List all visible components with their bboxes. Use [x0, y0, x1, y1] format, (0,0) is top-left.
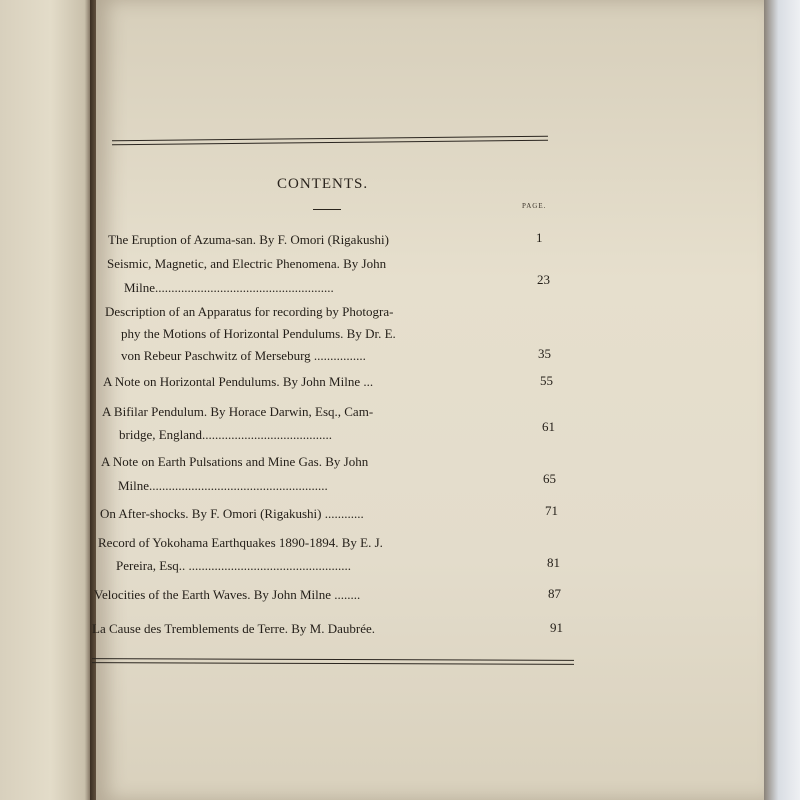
entry-10-page: 91	[550, 620, 563, 635]
entry-9-line-1: Velocities of the Earth Waves. By John Milne ........	[94, 587, 361, 602]
entry-2-line-1: Seismic, Magnetic, and Electric Phenomena. By John	[107, 256, 387, 271]
entry-9-page: 87	[548, 586, 561, 601]
left-page	[0, 0, 92, 800]
entry-5-line-1: A Bifilar Pendulum. By Horace Darwin, Esq., Cam-	[102, 404, 374, 419]
entry-5-page: 61	[542, 419, 555, 434]
entry-1-page: 1	[536, 230, 543, 245]
entry-6-page: 65	[543, 471, 556, 486]
entry-6-line-2: Milne.......................................................	[118, 478, 328, 493]
entry-7-page: 71	[545, 503, 558, 518]
entry-1-line-1: The Eruption of Azuma-san. By F. Omori (Rigakushi)	[108, 232, 389, 247]
entry-6-line-1: A Note on Earth Pulsations and Mine Gas. By John	[101, 454, 369, 469]
entry-4-line-1: A Note on Horizontal Pendulums. By John Milne ...	[103, 374, 374, 389]
entry-4-page: 55	[540, 373, 553, 388]
book-page	[96, 0, 764, 800]
page-column-header: PAGE.	[522, 202, 547, 210]
entry-2-line-2: Milne.......................................................	[124, 280, 334, 295]
entry-3-page: 35	[538, 346, 551, 361]
entry-8-line-1: Record of Yokohama Earthquakes 1890-1894. By E. J.	[98, 535, 383, 550]
entry-10-line-1: La Cause des Tremblements de Terre. By M. Daubrée.	[92, 621, 375, 636]
entry-3-line-1: Description of an Apparatus for recording by Photogra-	[105, 304, 394, 319]
entry-2-page: 23	[537, 272, 550, 287]
entry-3-line-3: von Rebeur Paschwitz of Merseburg ................	[121, 348, 366, 363]
entry-7-line-1: On After-shocks. By F. Omori (Rigakushi) ............	[100, 506, 364, 521]
contents-title: CONTENTS.	[277, 176, 369, 192]
entry-3-line-2: phy the Motions of Horizontal Pendulums. By Dr. E.	[121, 326, 396, 341]
entry-5-line-2: bridge, England........................................	[119, 427, 333, 442]
entry-8-page: 81	[547, 555, 560, 570]
entry-8-line-2: Pereira, Esq.. ..................................................	[116, 558, 352, 573]
background-surface	[764, 0, 800, 800]
title-underline	[313, 209, 341, 210]
